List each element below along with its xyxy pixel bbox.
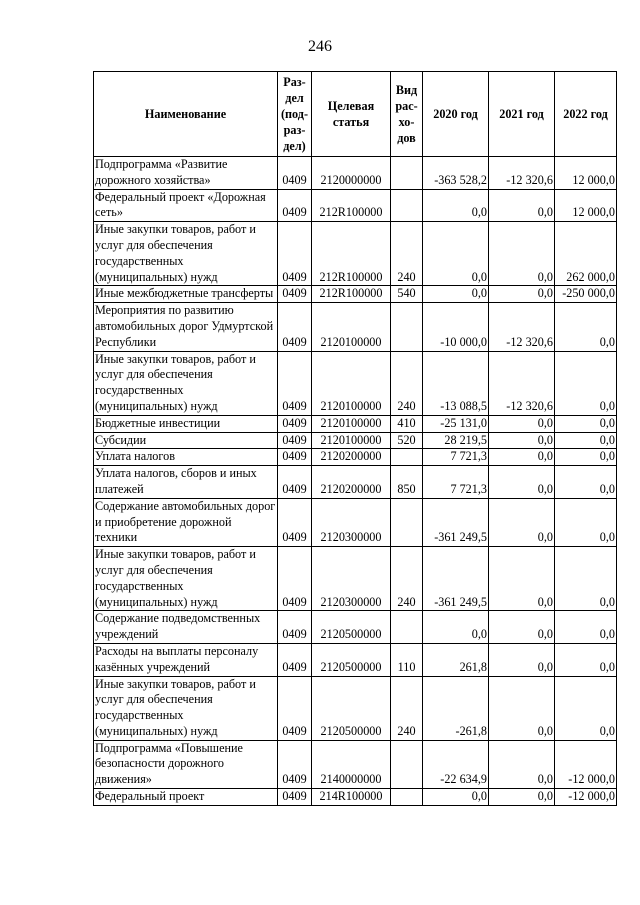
row-name: Подпрограмма «Повышение безопасности дорожного движения» — [94, 740, 278, 788]
row-target: 2120100000 — [312, 351, 391, 415]
row-kind — [391, 189, 423, 222]
row-2020: 28 219,5 — [423, 432, 489, 449]
row-2022: 0,0 — [555, 303, 617, 351]
header-section: Раз-дел (под-раз-дел) — [278, 72, 312, 157]
row-2020: -363 528,2 — [423, 157, 489, 190]
row-section: 0409 — [278, 449, 312, 466]
row-2020: -10 000,0 — [423, 303, 489, 351]
row-2022: 0,0 — [555, 466, 617, 499]
row-section: 0409 — [278, 222, 312, 286]
row-name: Уплата налогов — [94, 449, 278, 466]
row-name: Бюджетные инвестиции — [94, 415, 278, 432]
table-row — [94, 432, 617, 449]
row-kind: 240 — [391, 547, 423, 611]
row-name: Уплата налогов, сборов и иных платежей — [94, 466, 278, 499]
row-name: Иные межбюджетные трансферты — [94, 286, 278, 303]
row-target: 2120500000 — [312, 611, 391, 644]
table-row — [94, 303, 617, 351]
table-row — [94, 643, 617, 676]
header-2020: 2020 год — [423, 72, 489, 157]
row-section: 0409 — [278, 189, 312, 222]
row-2021: 0,0 — [489, 547, 555, 611]
row-2020: -261,8 — [423, 676, 489, 740]
header-target: Целевая статья — [312, 72, 391, 157]
row-2022: 0,0 — [555, 415, 617, 432]
row-kind — [391, 611, 423, 644]
row-kind: 240 — [391, 222, 423, 286]
row-target: 2140000000 — [312, 740, 391, 788]
row-2021: 0,0 — [489, 432, 555, 449]
row-kind: 110 — [391, 643, 423, 676]
row-kind: 410 — [391, 415, 423, 432]
row-2021: 0,0 — [489, 789, 555, 806]
row-2021: 0,0 — [489, 286, 555, 303]
row-target: 212R100000 — [312, 222, 391, 286]
row-2021: 0,0 — [489, 449, 555, 466]
row-2020: 0,0 — [423, 286, 489, 303]
row-target: 212R100000 — [312, 189, 391, 222]
row-2020: 7 721,3 — [423, 449, 489, 466]
row-name: Иные закупки товаров, работ и услуг для обеспечения государственных (муниципальных) нужд — [94, 676, 278, 740]
row-2020: -361 249,5 — [423, 498, 489, 546]
row-section: 0409 — [278, 415, 312, 432]
row-2022: -12 000,0 — [555, 789, 617, 806]
row-2021: 0,0 — [489, 498, 555, 546]
row-2020: -13 088,5 — [423, 351, 489, 415]
table-row — [94, 415, 617, 432]
row-section: 0409 — [278, 547, 312, 611]
row-section: 0409 — [278, 432, 312, 449]
row-2022: 0,0 — [555, 643, 617, 676]
header-2022: 2022 год — [555, 72, 617, 157]
row-2022: 12 000,0 — [555, 157, 617, 190]
table-row — [94, 547, 617, 611]
row-kind: 520 — [391, 432, 423, 449]
row-2021: 0,0 — [489, 466, 555, 499]
row-2022: 0,0 — [555, 611, 617, 644]
table-row — [94, 611, 617, 644]
row-kind: 240 — [391, 351, 423, 415]
row-name: Федеральный проект — [94, 789, 278, 806]
row-name: Расходы на выплаты персоналу казённых учреждений — [94, 643, 278, 676]
row-target: 212R100000 — [312, 286, 391, 303]
row-2022: 0,0 — [555, 351, 617, 415]
row-2021: 0,0 — [489, 740, 555, 788]
header-2021: 2021 год — [489, 72, 555, 157]
row-section: 0409 — [278, 643, 312, 676]
row-section: 0409 — [278, 498, 312, 546]
row-2020: 261,8 — [423, 643, 489, 676]
row-2021: -12 320,6 — [489, 157, 555, 190]
table-row — [94, 449, 617, 466]
table-row — [94, 676, 617, 740]
row-2022: 0,0 — [555, 449, 617, 466]
header-kind: Вид рас-хо-дов — [391, 72, 423, 157]
table-row — [94, 740, 617, 788]
row-2020: 0,0 — [423, 222, 489, 286]
table-row — [94, 498, 617, 546]
row-name: Подпрограмма «Развитие дорожного хозяйства» — [94, 157, 278, 190]
row-kind: 240 — [391, 676, 423, 740]
row-2020: 7 721,3 — [423, 466, 489, 499]
row-2022: 12 000,0 — [555, 189, 617, 222]
row-kind — [391, 498, 423, 546]
table-body — [94, 157, 617, 806]
row-target: 2120000000 — [312, 157, 391, 190]
row-kind — [391, 449, 423, 466]
row-2022: 0,0 — [555, 676, 617, 740]
row-target: 2120100000 — [312, 415, 391, 432]
table-row — [94, 789, 617, 806]
row-name: Мероприятия по развитию автомобильных дорог Удмуртской Республики — [94, 303, 278, 351]
row-target: 2120500000 — [312, 676, 391, 740]
row-2022: 0,0 — [555, 432, 617, 449]
row-kind — [391, 157, 423, 190]
row-section: 0409 — [278, 351, 312, 415]
row-name: Иные закупки товаров, работ и услуг для обеспечения государственных (муниципальных) нужд — [94, 547, 278, 611]
row-name: Содержание автомобильных дорог и приобретение дорожной техники — [94, 498, 278, 546]
row-2021: 0,0 — [489, 643, 555, 676]
row-target: 2120300000 — [312, 498, 391, 546]
row-target: 214R100000 — [312, 789, 391, 806]
row-2021: 0,0 — [489, 189, 555, 222]
row-2021: 0,0 — [489, 611, 555, 644]
row-2022: 0,0 — [555, 547, 617, 611]
row-2022: -250 000,0 — [555, 286, 617, 303]
row-2022: 262 000,0 — [555, 222, 617, 286]
row-section: 0409 — [278, 303, 312, 351]
header-name: Наименование — [94, 72, 278, 157]
row-2020: 0,0 — [423, 789, 489, 806]
row-target: 2120100000 — [312, 303, 391, 351]
row-section: 0409 — [278, 466, 312, 499]
row-target: 2120500000 — [312, 643, 391, 676]
row-section: 0409 — [278, 676, 312, 740]
table-row — [94, 157, 617, 190]
row-2020: -361 249,5 — [423, 547, 489, 611]
row-2021: -12 320,6 — [489, 303, 555, 351]
table-row — [94, 189, 617, 222]
row-2020: 0,0 — [423, 611, 489, 644]
table-row — [94, 286, 617, 303]
row-section: 0409 — [278, 789, 312, 806]
row-2022: 0,0 — [555, 498, 617, 546]
table-header-row — [94, 72, 617, 157]
row-name: Федеральный проект «Дорожная сеть» — [94, 189, 278, 222]
row-kind: 540 — [391, 286, 423, 303]
row-kind: 850 — [391, 466, 423, 499]
table-row — [94, 222, 617, 286]
row-2021: -12 320,6 — [489, 351, 555, 415]
row-2022: -12 000,0 — [555, 740, 617, 788]
page-number: 246 — [308, 38, 332, 55]
row-name: Иные закупки товаров, работ и услуг для обеспечения государственных (муниципальных) нужд — [94, 222, 278, 286]
row-kind — [391, 303, 423, 351]
row-section: 0409 — [278, 740, 312, 788]
row-kind — [391, 740, 423, 788]
row-2021: 0,0 — [489, 222, 555, 286]
row-section: 0409 — [278, 157, 312, 190]
table-row — [94, 351, 617, 415]
row-name: Субсидии — [94, 432, 278, 449]
row-name: Иные закупки товаров, работ и услуг для обеспечения государственных (муниципальных) нужд — [94, 351, 278, 415]
row-name: Содержание подведомственных учреждений — [94, 611, 278, 644]
row-2020: 0,0 — [423, 189, 489, 222]
row-2020: -22 634,9 — [423, 740, 489, 788]
row-2021: 0,0 — [489, 415, 555, 432]
row-2020: -25 131,0 — [423, 415, 489, 432]
table-row — [94, 466, 617, 499]
row-kind — [391, 789, 423, 806]
row-section: 0409 — [278, 286, 312, 303]
row-2021: 0,0 — [489, 676, 555, 740]
row-target: 2120200000 — [312, 449, 391, 466]
row-target: 2120300000 — [312, 547, 391, 611]
row-section: 0409 — [278, 611, 312, 644]
row-target: 2120100000 — [312, 432, 391, 449]
row-target: 2120200000 — [312, 466, 391, 499]
budget-table — [93, 71, 617, 806]
